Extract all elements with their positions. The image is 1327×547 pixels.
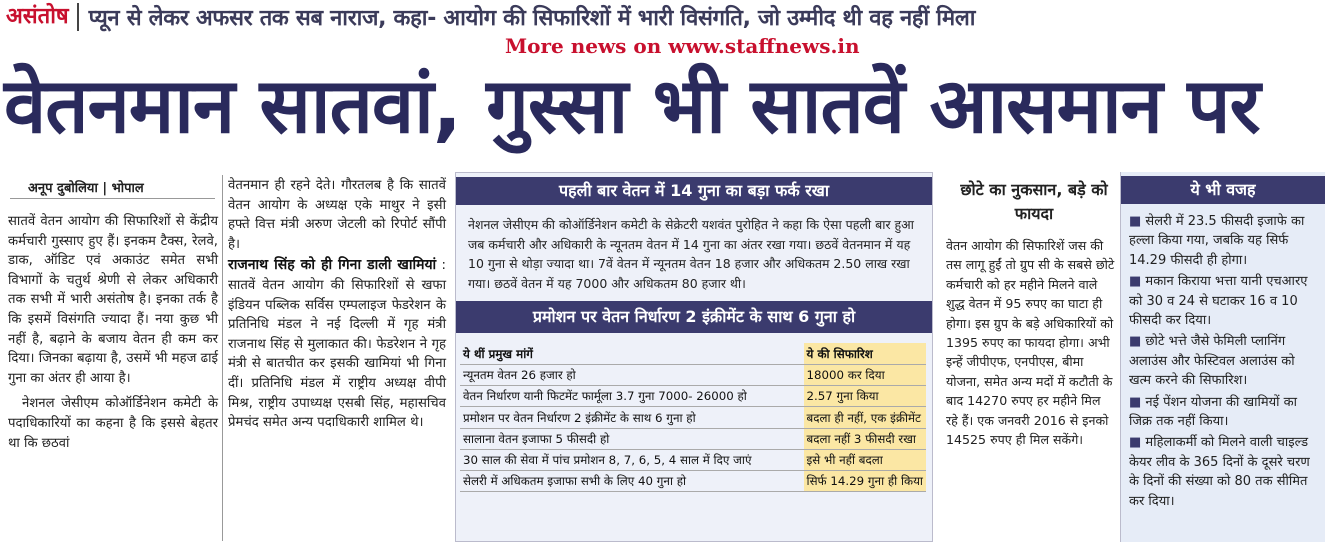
table-header-row bbox=[460, 343, 926, 364]
list-item-text: सेलरी में 23.5 फीसदी इजाफे का हल्ला किया गया, जबकि यह सिर्फ 14.29 फीसदी ही होगा। bbox=[1129, 214, 1305, 268]
box-small-vs-big-text: वेतन आयोग की सिफारिशें जस की तस लागू हुईं तो ग्रुप सी के सबसे छोटे कर्मचारी को हर महीने मिलने वाले शुद्ध वेतन में 95 रुपए का घाटा ही होगा। इस ग्रुप के बड़े अधिकारियों को 1395 रुपए का फायदा होगा। अभी इन्हें जीपीएफ, एनपीएस, बीमा योजना, समेत अन्य मदों में कटौती के बाद 14270 रुपए हर महीने मिल रहे हैं। एक जनवरी 2016 से इनको 14525 रुपए ही मिल सकेंगे। bbox=[946, 238, 1115, 448]
table-cell-demand: 30 साल की सेवा में पांच प्रमोशन 8, 7, 6, 5, 4 साल में दिए जाएं bbox=[460, 449, 804, 470]
table-cell-recommendation: 18000 कर दिया bbox=[804, 365, 926, 386]
box-14x-text: नेशनल जेसीएम की कोऑर्डिनेशन कमेटी के सेक्रेटरी यशवंत पुरोहित ने कहा कि ऐसा पहली बार हुआ जब कर्मचारी और अधिकारी के न्यूनतम वेतन में 14 गुना का अंतर रखा गया। छठवें वेतनमान में यह 10 गुना से थोड़ा ज्यादा था। 7वें वेतन में न्यूनतम वेतन 18 हजार और अधिकतम 2.50 लाख रखा गया। छठवें वेतन में यह 7000 और अधिकतम 80 हजार थी। bbox=[468, 217, 914, 291]
list-item bbox=[1129, 393, 1319, 432]
bullet-icon: ■ bbox=[1129, 274, 1146, 290]
table-cell-demand: प्रमोशन पर वेतन निर्धारण 2 इंक्रीमेंट के साथ 6 गुना हो bbox=[460, 407, 804, 428]
list-item-text: नई पेंशन योजना की खामियों का जिक्र तक नहीं किया। bbox=[1129, 394, 1298, 430]
list-item-text: महिलाकर्मी को मिलने वाली चाइल्ड केयर लीव के 365 दिनों के दूसरे चरण के दिनों की संख्या को 80 तक सीमित कर दिया। bbox=[1129, 435, 1310, 509]
column-1-para-1: सातवें वेतन आयोग की सिफारिशों से केंद्रीय कर्मचारी गुस्साए हुए हैं। इनकम टैक्स, रेलवे, डाक, ऑडिट एवं अकाउंट समेत सभी विभागों के चतुर्थ श्रेणी से लेकर अधिकारी तक सभी में भारी असंतोष है। इनका तर्क है कि इसमें विसंगति ज्यादा हैं। नया कुछ भी नहीं है, बढ़ाने के बजाय वेतन ही कम कर दिया। जिनका बढ़ाया है, उसमें भी महज ढाई गुना का अंतर ही आया है। bbox=[8, 214, 218, 386]
box-other-reasons bbox=[1120, 172, 1325, 542]
reasons-list bbox=[1121, 204, 1325, 511]
bullet-icon: ■ bbox=[1129, 435, 1146, 451]
table-row bbox=[460, 449, 926, 470]
box-small-vs-big-heading: छोटे का नुकसान, बड़े को फायदा bbox=[960, 180, 1108, 223]
section-tag: असंतोष bbox=[0, 3, 79, 31]
bullet-icon: ■ bbox=[1129, 334, 1146, 350]
subheadline: प्यून से लेकर अफसर तक सब नाराज, कहा- आयोग की सिफारिशों में भारी विसंगति, जो उम्मीद थी वह नहीं मिला bbox=[88, 6, 976, 31]
top-strip bbox=[0, 0, 1327, 34]
table-cell-demand: सालाना वेतन इजाफा 5 फीसदी हो bbox=[460, 428, 804, 449]
column-2 bbox=[228, 176, 446, 433]
table-cell-recommendation: 2.57 गुना किया bbox=[804, 386, 926, 407]
table-row bbox=[460, 407, 926, 428]
column-1-para-2: नेशनल जेसीएम कोऑर्डिनेशन कमेटी के पदाधिकारियों का कहना है कि इससे बेहतर था कि छठवां bbox=[8, 396, 218, 451]
table-row bbox=[460, 365, 926, 386]
table-row bbox=[460, 386, 926, 407]
table-cell-demand: सेलरी में अधिकतम इजाफा सभी के लिए 40 गुना हो bbox=[460, 471, 804, 492]
box-other-reasons-heading: ये भी वजह bbox=[1121, 176, 1325, 204]
table-cell-demand: न्यूनतम वेतन 26 हजार हो bbox=[460, 365, 804, 386]
column-2-body: : सातवें वेतन आयोग की सिफारिशों से खफा इंडियन पब्लिक सर्विस एम्पलाइज फेडरेशन के प्रतिनिधि मंडल ने नई दिल्ली में गृह मंत्री राजनाथ सिंह से मुलाकात की। फेडरेशन ने गृह मंत्री से बातचीत कर इसकी खामियां भी गिना दीं। प्रतिनिधि मंडल में राष्ट्रीय अध्यक्ष वीपी मिश्र, राष्ट्रीय उपाध्यक्ष एसबी सिंह, महासचिव प्रेमचंद समेत अन्य पदाधिकारी शामिल थे। bbox=[228, 258, 446, 431]
table-cell-recommendation: सिर्फ 14.29 गुना ही किया bbox=[804, 471, 926, 492]
headline: वेतनमान सातवां, गुस्सा भी सातवें आसमान पर bbox=[4, 61, 1260, 150]
column-divider bbox=[222, 175, 223, 541]
list-item-text: मकान किराया भत्ता यानी एचआरए को 30 व 24 से घटाकर 16 व 10 फीसदी कर दिया। bbox=[1129, 274, 1308, 329]
table-cell-recommendation: बदला नहीं 3 फीसदी रखा bbox=[804, 428, 926, 449]
column-2-subhead: राजनाथ सिंह को ही गिना डाली खामियां bbox=[228, 257, 437, 274]
column-1 bbox=[8, 212, 218, 453]
demands-table bbox=[460, 343, 926, 492]
table-cell-demand: वेतन निर्धारण यानी फिटमेंट फार्मूला 3.7 गुना 7000- 26000 हो bbox=[460, 386, 804, 407]
table-cell-recommendation: इसे भी नहीं बदला bbox=[804, 449, 926, 470]
list-item bbox=[1129, 433, 1319, 511]
byline-rule bbox=[10, 198, 215, 199]
list-item bbox=[1129, 212, 1319, 270]
table-header-recommendation: ये की सिफारिश bbox=[804, 343, 926, 364]
table-row bbox=[460, 471, 926, 492]
column-2-para-1: वेतनमान ही रहने देते। गौरतलब है कि सातवें वेतन आयोग के अध्यक्ष एके माथुर ने इसी हफ्ते वित्त मंत्री अरुण जेटली को रिपोर्ट सौंपी है। bbox=[228, 178, 446, 252]
bullet-icon: ■ bbox=[1129, 394, 1146, 410]
column-2-para-2 bbox=[228, 256, 446, 432]
box-14x-gap bbox=[455, 172, 933, 542]
byline: अनूप दुबोलिया | भोपाल bbox=[28, 181, 144, 196]
box-14x-heading: पहली बार वेतन में 14 गुना का बड़ा फर्क रखा bbox=[456, 177, 932, 205]
promo-link[interactable]: More news on www.staffnews.in bbox=[505, 34, 860, 58]
list-item-text: छोटे भत्ते जैसे फेमिली प्लानिंग अलाउंस और फेस्टिवल अलाउंस को खत्म करने की सिफारिश। bbox=[1129, 334, 1295, 389]
table-header-demands: ये थीं प्रमुख मांगें bbox=[460, 343, 804, 364]
promotion-heading: प्रमोशन पर वेतन निर्धारण 2 इंक्रीमेंट के साथ 6 गुना हो bbox=[456, 301, 932, 333]
list-item bbox=[1129, 332, 1319, 390]
table-row bbox=[460, 428, 926, 449]
list-item bbox=[1129, 272, 1319, 330]
bullet-icon: ■ bbox=[1129, 214, 1146, 229]
table-cell-recommendation: बदला ही नहीं, एक इंक्रीमेंट bbox=[804, 407, 926, 428]
